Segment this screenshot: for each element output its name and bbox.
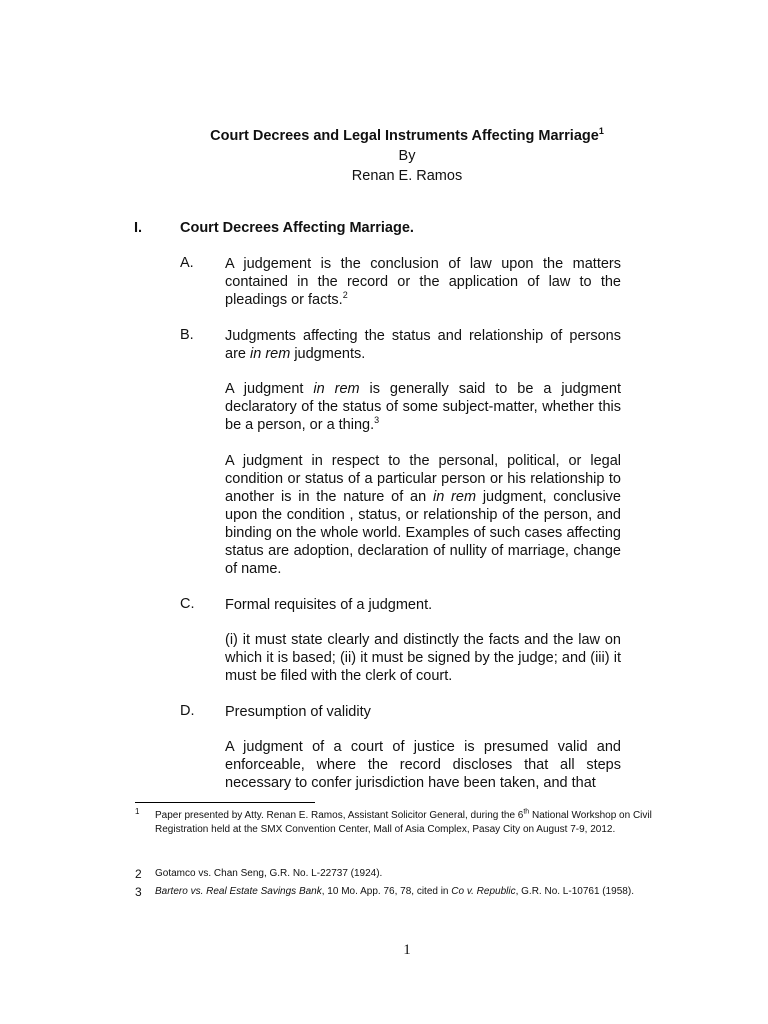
footnote-3-case-2: Co v. Republic — [451, 886, 516, 897]
footnote-3-mid: , 10 Mo. App. 76, 78, cited in — [321, 886, 452, 897]
section-number: I. — [134, 220, 143, 236]
document-title — [0, 126, 768, 146]
section-title: Court Decrees Affecting Marriage. — [180, 220, 414, 236]
item-d-letter: D. — [180, 703, 195, 719]
item-b-p3-after: judgment, conclusive upon the condition , status, or relationship of the person, and binding on the whole world. Examples of such cases affecting status are adoption, declaration of nullity of marriage, change of name. — [225, 489, 621, 577]
item-b-text-after: judgments. — [290, 346, 366, 362]
footnote-3 — [135, 885, 695, 915]
item-a-text: A judgement is the conclusion of law upon the matters contained in the record or the application of law to the pleadings or facts. — [225, 256, 621, 308]
footnote-ref-2[interactable]: 2 — [342, 290, 348, 301]
footnote-2-number: 2 — [135, 867, 142, 881]
item-b-italic: in rem — [250, 346, 291, 362]
footnote-3-text — [155, 885, 675, 899]
footnote-separator — [135, 802, 315, 803]
item-b-paragraph-2 — [225, 380, 621, 434]
footnote-ref-3[interactable]: 3 — [374, 415, 380, 426]
item-a-letter: A. — [180, 255, 194, 271]
item-b-text-before: Judgments affecting the status and relationship of persons are — [225, 328, 621, 362]
item-c-heading: Formal requisites of a judgment. — [225, 597, 433, 613]
footnote-3-case-1: Bartero vs. Real Estate Savings Bank — [155, 886, 322, 897]
page-number: 1 — [403, 942, 411, 958]
item-b-p3-before: A judgment in respect to the personal, political, or legal condition or status of a particular person or his relationship to another is in the nature of an — [225, 453, 621, 505]
footnote-3-number: 3 — [135, 885, 142, 899]
item-a-paragraph — [225, 255, 621, 309]
footnote-2 — [135, 867, 695, 883]
item-b-p2-italic: in rem — [313, 381, 360, 397]
item-c-paragraph: (i) it must state clearly and distinctly the facts and the law on which it is based; (ii) it must be signed by the judge; and (iii) it must be filed with the clerk of court. — [225, 632, 621, 684]
footnote-2-text: Gotamco vs. Chan Seng, G.R. No. L-22737 (1924). — [155, 868, 383, 879]
item-d-paragraph: A judgment of a court of justice is presumed valid and enforceable, where the record discloses that all steps necessary to confer jurisdiction have been taken, and that — [225, 739, 621, 791]
item-b-paragraph-3 — [225, 452, 621, 578]
author-name: Renan E. Ramos — [351, 168, 463, 184]
item-c-letter: C. — [180, 596, 195, 612]
footnote-1-sup: th — [523, 808, 530, 816]
footnote-3-end: , G.R. No. L-10761 (1958). — [515, 886, 634, 897]
item-b-p2-before: A judgment — [225, 381, 314, 397]
footnote-1-text — [155, 809, 675, 837]
by-label: By — [398, 148, 416, 164]
item-b-p2-after: is generally said to be a judgment declaratory of the status of some subject-matter, whether this be a person, or a thing. — [225, 381, 621, 433]
footnote-1-number: 1 — [135, 807, 140, 816]
item-b-letter: B. — [180, 327, 194, 343]
footnote-1-text-after: National Workshop on Civil Registration held at the SMX Convention Center, Mall of Asia Complex, Pasay City on August 7-9, 2012. — [155, 810, 652, 835]
item-d-heading: Presumption of validity — [225, 704, 371, 720]
footnote-1-text-before: Paper presented by Atty. Renan E. Ramos, Assistant Solicitor General, during the 6 — [155, 810, 524, 821]
item-b-paragraph — [225, 327, 621, 363]
title-block — [0, 126, 768, 186]
footnote-1 — [135, 809, 695, 853]
item-b-p3-italic: in rem — [432, 489, 477, 505]
title-footnote-ref[interactable]: 1 — [598, 126, 604, 137]
document-title-text: Court Decrees and Legal Instruments Affecting Marriage — [210, 128, 599, 144]
